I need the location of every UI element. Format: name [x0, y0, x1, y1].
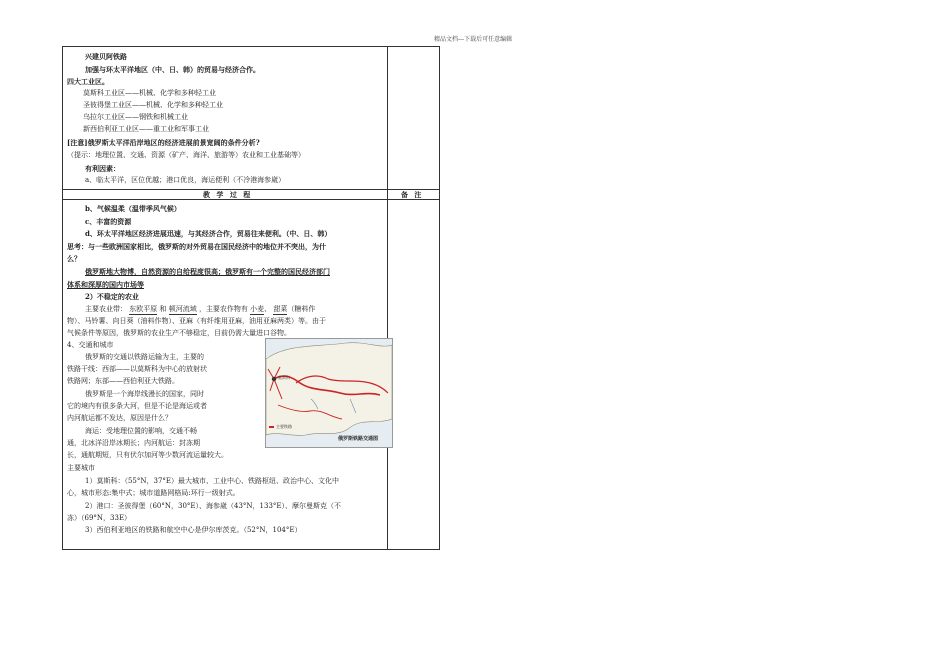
agriculture-line [85, 305, 403, 315]
fill-blank: 东欧平原 [129, 305, 158, 313]
text-line: 乌拉尔工业区——钢铁和机械工业 [83, 113, 188, 121]
text-line: 俄罗斯是一个海岸线漫长的国家，同时 [85, 390, 204, 398]
fill-blank: 顿河流域 [168, 305, 197, 313]
map-legend-label: 主要铁路 [276, 424, 292, 429]
text-line: 圣彼得堡工业区——机械、化学和多种轻工业 [83, 101, 223, 109]
text-line: 冻）（69°N，33E） [67, 514, 132, 522]
text-line: b、气候温柔（温带季风气候） [85, 204, 181, 213]
text-line: 它的境内有很多条大河，但是不论是海运或者 [67, 402, 207, 410]
column-header-process: 教 学 过 程 [203, 190, 253, 199]
page-header-note: 精品文档---下载后可任意编辑 [434, 36, 513, 43]
map-graphic [266, 339, 392, 447]
text-line: 气候条件等原因，俄罗斯的农业生产不够稳定，目前仍需大量进口谷物。 [67, 329, 291, 337]
text-line: a、临太平洋，区位优越；港口优良，海运便利（不冷港海参崴） [85, 176, 286, 184]
text-line: [注意]俄罗斯太平洋沿岸地区的经济进展前景宽阔的条件分析? [67, 138, 260, 147]
lesson-table [62, 46, 440, 550]
text-line: 海运：受地理位置的影响，交通不畅 [85, 427, 197, 435]
text-line: d、环太平洋地区经济进展迅速，与其经济合作，贸易往来便利。（中、日、韩） [85, 229, 332, 238]
text-line: 心，城市形态:集中式；城市道路网格局:环行一级射式。 [67, 489, 240, 497]
text-line: 么？ [67, 254, 81, 263]
section-title: 4、交通和城市 [67, 341, 114, 349]
text-line: 四大工业区。 [67, 77, 109, 86]
text-line: 思考：与一些欧洲国家相比，俄罗斯的对外贸易在国民经济中的地位并不突出，为什 [67, 242, 326, 251]
text-line: （提示：地理位置、交通、资源（矿产、海洋、旅游等）农业和工业基础等） [67, 151, 305, 159]
text-span: （糖料作 [287, 305, 316, 313]
text-span: 、 [264, 305, 272, 313]
text-line: 3）西伯利亚地区的铁路和航空中心是伊尔库茨克。（52°N，104°E） [85, 526, 302, 534]
text-line: 有利因素： [85, 164, 120, 173]
text-span: 主要农业带： [85, 305, 127, 313]
map-city-label: 莫斯科 [278, 375, 290, 380]
text-line: c、丰富的资源 [85, 217, 132, 226]
text-line: 新西伯利亚工业区——重工业和军事工业 [83, 125, 209, 133]
text-line: 2）港口：圣彼得堡（60°N，30°E）、海参崴（43°N，133°E）、摩尔曼斯克（不 [85, 502, 342, 510]
text-line: 通，北冰洋沿岸冰期长；内河航运：封冻期 [67, 439, 200, 447]
map-caption: 俄罗斯铁路交通图 [338, 436, 379, 442]
column-header-remarks: 备 注 [401, 190, 424, 199]
text-line: 物）、马铃薯、向日葵（油料作物）、亚麻（有纤维用亚麻，油用亚麻两类）等。由于 [67, 317, 326, 325]
text-line: 莫斯科工业区——机械、化学和多种轻工业 [83, 89, 216, 97]
text-line: 1）莫斯科：（55°N，37°E）最大城市、工业中心、铁路枢纽、政治中心、文化中 [85, 477, 340, 485]
text-line: 长，通航期短，只有伏尔加河等少数河流运量较大。 [67, 451, 228, 459]
fill-blank: 小麦 [250, 305, 265, 313]
text-line: 2）不稳定的农业 [85, 292, 139, 301]
fill-blank: 甜菜 [273, 305, 288, 313]
land-shape [266, 343, 392, 436]
section-title: 主要城市 [67, 464, 95, 472]
text-span: 和 [159, 305, 167, 313]
moscow-marker [272, 377, 276, 381]
text-line: 俄罗斯地大物博，自然资源的自给程度很高；俄罗斯有一个完整的国民经济部门 [85, 267, 330, 276]
russia-railway-map [265, 338, 393, 448]
text-line: 加强与环太平洋地区（中、日、韩）的贸易与经济合作。 [85, 65, 260, 74]
text-line: 铁路网；东部——西伯利亚大铁路。 [67, 377, 179, 385]
text-line: 内河航运都不发达，原因是什么？ [67, 414, 172, 422]
legend-swatch [269, 426, 274, 428]
text-span: ，主要农作物有 [198, 305, 248, 313]
text-line: 俄罗斯的交通以铁路运输为主，主要的 [85, 353, 204, 361]
text-line: 体系和深厚的国内市场等 [67, 280, 144, 289]
text-line: 兴建贝阿铁路 [85, 52, 127, 61]
text-line: 铁路干线：西部——以莫斯科为中心的放射状 [67, 365, 207, 373]
